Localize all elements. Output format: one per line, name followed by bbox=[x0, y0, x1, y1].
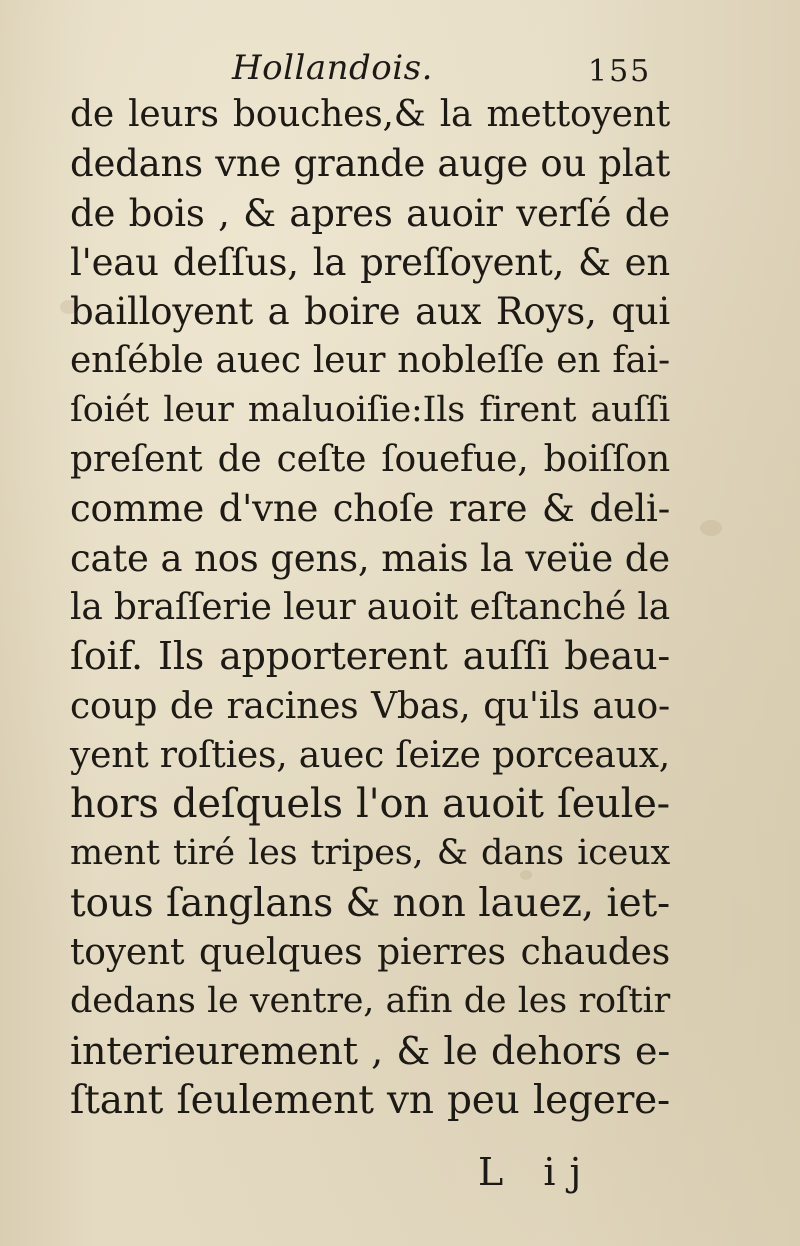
text-line: de leurs bouches,& la mettoyent bbox=[70, 94, 670, 135]
text-line: ment tiré les tripes, & dans iceux bbox=[70, 833, 670, 874]
running-title: Hollandois. bbox=[232, 48, 433, 88]
text-line: ſoif. Ils apporterent auſſi beau- bbox=[70, 634, 670, 679]
text-line: dedans le ventre, afin de les roſtir bbox=[70, 981, 670, 1022]
text-line: dedans vne grande auge ou plat bbox=[70, 142, 670, 186]
text-line: comme d'vne choſe rare & deli- bbox=[70, 487, 670, 531]
body-text bbox=[70, 90, 670, 1125]
text-line: cate a nos gens, mais la veüe de bbox=[70, 536, 670, 580]
text-line: de bois , & apres auoir verſé de bbox=[70, 191, 670, 235]
text-line: tous ſanglans & non lauez, iet- bbox=[70, 880, 670, 926]
text-line: bailloyent a boire aux Roys, qui bbox=[70, 290, 670, 334]
text-line: toyent quelques pierres chaudes bbox=[70, 932, 670, 974]
text-line: ſoiét leur maluoiſie:Ils firent auſſi bbox=[70, 389, 670, 430]
text-line: hors deſquels l'on auoit ſeule- bbox=[70, 781, 670, 828]
signature-mark: L ij bbox=[478, 1150, 596, 1194]
text-line: la braſſerie leur auoit eſtanché la bbox=[70, 586, 670, 628]
text-line: preſent de ceſte ſouefue, boiſſon bbox=[70, 439, 670, 481]
paper-stain bbox=[700, 520, 722, 536]
text-line: coup de racines Vbas, qu'ils auo- bbox=[70, 685, 670, 727]
text-line: enſéble auec leur nobleſſe en fai- bbox=[70, 340, 670, 382]
text-line: ſtant ſeulement vn peu legere- bbox=[70, 1077, 670, 1123]
text-line: l'eau deſſus, la preſſoyent, & en bbox=[70, 240, 670, 284]
text-line: interieurement , & le dehors e- bbox=[70, 1028, 670, 1073]
text-line: yent roſties, auec ſeize porceaux, bbox=[70, 734, 670, 776]
page-number: 155 bbox=[588, 54, 652, 89]
page-header bbox=[0, 44, 800, 94]
